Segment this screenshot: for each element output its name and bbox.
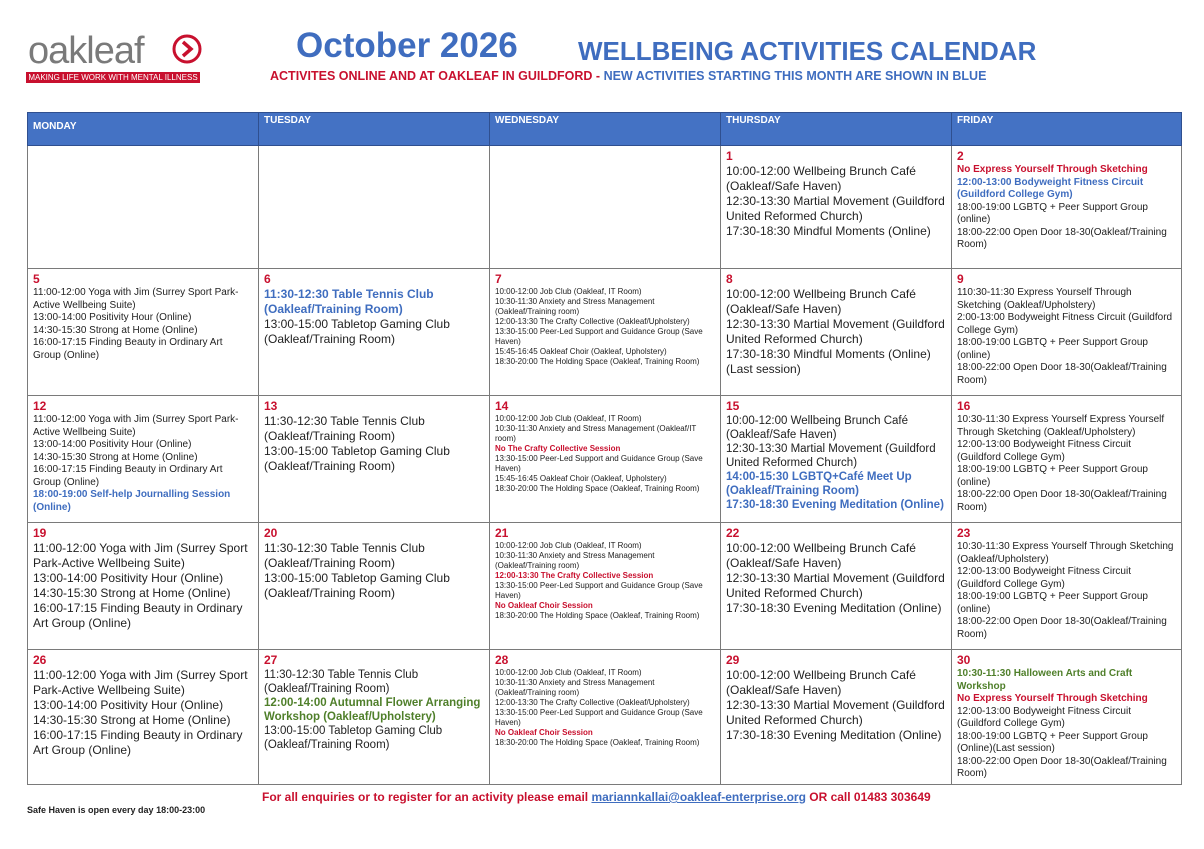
activity-entry: 18:00-19:00 LGBTQ + Peer Support Group (online)	[957, 591, 1148, 615]
activity-entry: 13:30-15:00 Peer-Led Support and Guidance Group (Save Haven)	[495, 454, 703, 473]
activity-entry: 10:00-12:00 Job Club (Oakleaf, IT Room)	[495, 414, 642, 423]
activity-entry: 13:00-14:00 Positivity Hour (Online)	[33, 312, 192, 323]
activity-entry: No Oakleaf Choir Session	[495, 728, 593, 737]
activity-entry: 17:30-18:30 Mindful Moments (Online)	[726, 224, 931, 238]
activity-entry: 13:30-15:00 Peer-Led Support and Guidance Group (Save Haven)	[495, 581, 703, 600]
day-number: 16	[957, 399, 971, 413]
activity-entry: 10:00-12:00 Wellbeing Brunch Café (Oakleaf/Safe Haven)	[726, 668, 916, 697]
oakleaf-logo	[26, 32, 202, 84]
day-cell	[721, 269, 952, 396]
day-number: 27	[264, 653, 278, 667]
calendar-month: October 2026	[296, 26, 518, 65]
day-cell	[490, 523, 721, 650]
safe-haven-note: Safe Haven is open every day 18:00-23:00	[27, 805, 206, 815]
activity-entry: 12:30-13:30 Martial Movement (Guildford United Reformed Church)	[726, 194, 945, 223]
day-cell	[259, 396, 490, 523]
activity-entry: 12:30-13:30 Martial Movement (Guildford United Reformed Church)	[726, 317, 945, 346]
day-cell	[28, 650, 259, 785]
day-cell	[259, 523, 490, 650]
activity-entry: 14:30-15:30 Strong at Home (Online)	[33, 324, 198, 336]
activity-entry: 18:30-20:00 The Holding Space (Oakleaf, Training Room)	[495, 357, 700, 366]
activity-entry: 10:30-11:30 Anxiety and Stress Management (Oakleaf/Training room)	[495, 678, 655, 697]
activity-entry: 10:30-11:30 Express Yourself Through Sketching (Oakleaf/Upholstery)	[957, 541, 1174, 565]
activity-entry: 13:00-14:00 Positivity Hour (Online)	[33, 439, 192, 450]
day-cell	[259, 146, 490, 269]
activity-entry: 13:00-15:00 Tabletop Gaming Club (Oakleaf/Training Room)	[264, 571, 450, 600]
activity-entry: 15:45-16:45 Oakleaf Choir (Oakleaf, Upholstery)	[495, 474, 667, 483]
day-number: 19	[33, 526, 47, 540]
activity-entry: 18:00-19:00 LGBTQ + Peer Support Group (online)	[957, 201, 1148, 225]
activity-entry: 10:00-12:00 Job Club (Oakleaf, IT Room)	[495, 287, 642, 296]
day-number: 1	[726, 149, 733, 163]
day-cell	[28, 523, 259, 650]
activity-entry: No Express Yourself Through Sketching	[957, 164, 1148, 175]
activity-entry: 18:00-19:00 LGBTQ + Peer Support Group (Online)(Last session)	[957, 730, 1148, 754]
day-cell	[490, 396, 721, 523]
activity-entry: 14:30-15:30 Strong at Home (Online)	[33, 713, 231, 727]
week-row	[28, 650, 1182, 785]
activity-entry: 11:30-12:30 Table Tennis Club (Oakleaf/Training Room)	[264, 541, 425, 570]
activity-entry: 17:30-18:30 Mindful Moments (Online)(Last session)	[726, 347, 931, 376]
logo-tagline: MAKING LIFE WORK WITH MENTAL ILLNESS	[26, 72, 200, 83]
day-cell	[721, 396, 952, 523]
activity-entry: 10:00-12:00 Wellbeing Brunch Café (Oakleaf/Safe Haven)	[726, 287, 916, 316]
activity-entry: 18:00-19:00 LGBTQ + Peer Support Group (online)	[957, 337, 1148, 361]
day-number: 13	[264, 399, 278, 413]
day-number: 6	[264, 272, 271, 286]
week-row	[28, 523, 1182, 650]
activity-entry: 17:30-18:30 Evening Meditation (Online)	[726, 601, 942, 615]
day-number: 28	[495, 653, 509, 667]
activity-entry: 110:30-11:30 Express Yourself Through Sketching (Oakleaf/Upholstery)	[957, 287, 1132, 311]
day-number: 15	[726, 399, 740, 413]
activity-entry: 2:00-13:00 Bodyweight Fitness Circuit (Guildford College Gym)	[957, 312, 1173, 336]
week-row	[28, 269, 1182, 396]
activity-entry: 10:30-11:30 Express Yourself Express Yourself Through Sketching (Oakleaf/Upholstery)	[957, 414, 1165, 438]
activity-entry: 12:30-13:30 Martial Movement (Guildford United Reformed Church)	[726, 571, 945, 600]
activity-entry: 18:30-20:00 The Holding Space (Oakleaf, Training Room)	[495, 611, 700, 620]
header-wednesday: WEDNESDAY	[490, 113, 721, 146]
activity-entry: No Express Yourself Through Sketching	[957, 693, 1148, 704]
day-cell	[490, 146, 721, 269]
activity-entry: 16:00-17:15 Finding Beauty in Ordinary Art Group (Online)	[33, 337, 223, 361]
activity-entry: 10:30-11:30 Halloween Arts and Craft Workshop	[957, 668, 1133, 692]
day-cell	[259, 650, 490, 785]
activity-entry: 12:30-13:30 Martial Movement (Guildford United Reformed Church)	[726, 698, 945, 727]
activity-entry: 14:00-15:30 LGBTQ+Café Meet Up (Oakleaf/Training Room)	[726, 471, 912, 497]
activity-entry: 10:00-12:00 Wellbeing Brunch Café (Oakleaf/Safe Haven)	[726, 541, 916, 570]
day-number: 22	[726, 526, 740, 540]
day-number: 21	[495, 526, 509, 540]
activity-entry: 12:00-13:30 The Crafty Collective (Oakleaf/Upholstery)	[495, 698, 690, 707]
chevron-right-icon	[172, 34, 202, 64]
activity-entry: 12:00-13:00 Bodyweight Fitness Circuit (Guildford College Gym)	[957, 439, 1131, 463]
activity-entry: No The Crafty Collective Session	[495, 444, 621, 453]
week-row	[28, 146, 1182, 269]
day-number: 26	[33, 653, 47, 667]
activity-entry: 10:30-11:30 Anxiety and Stress Management (Oakleaf/Training room)	[495, 297, 655, 316]
activity-entry: 17:30-18:30 Evening Meditation (Online)	[726, 728, 942, 742]
day-number: 5	[33, 272, 40, 286]
activity-entry: 15:45-16:45 Oakleaf Choir (Oakleaf, Upholstery)	[495, 347, 667, 356]
day-number: 2	[957, 149, 964, 163]
day-cell	[721, 523, 952, 650]
header-thursday: THURSDAY	[721, 113, 952, 146]
activity-entry: 13:00-14:00 Positivity Hour (Online)	[33, 698, 224, 712]
activity-entry: 17:30-18:30 Evening Meditation (Online)	[726, 499, 944, 511]
enquiry-suffix: OR call 01483 303649	[805, 790, 931, 804]
activity-entry: 16:00-17:15 Finding Beauty in Ordinary Art Group (Online)	[33, 464, 223, 488]
activity-entry: 11:00-12:00 Yoga with Jim (Surrey Sport Park-Active Wellbeing Suite)	[33, 541, 248, 570]
activity-entry: 18:00-22:00 Open Door 18-30(Oakleaf/Training Room)	[957, 755, 1167, 779]
day-cell	[952, 523, 1182, 650]
activity-entry: 11:00-12:00 Yoga with Jim (Surrey Sport Park-Active Wellbeing Suite)	[33, 414, 239, 438]
activity-entry: 14:30-15:30 Strong at Home (Online)	[33, 451, 198, 463]
day-cell	[490, 269, 721, 396]
day-number: 14	[495, 399, 509, 413]
activity-entry: 12:00-13:00 Bodyweight Fitness Circuit (Guildford College Gym)	[957, 705, 1131, 729]
activity-entry: 14:30-15:30 Strong at Home (Online)	[33, 586, 231, 600]
activity-entry: 11:00-12:00 Yoga with Jim (Surrey Sport Park-Active Wellbeing Suite)	[33, 668, 248, 697]
day-number: 12	[33, 399, 47, 413]
calendar-table	[27, 112, 1182, 785]
activity-entry: 13:00-15:00 Tabletop Gaming Club (Oakleaf/Training Room)	[264, 317, 450, 346]
subtitle-blue: NEW ACTIVITIES STARTING THIS MONTH ARE SHOWN IN BLUE	[603, 69, 987, 83]
activity-entry: 12:30-13:30 Martial Movement (Guildford United Reformed Church)	[726, 443, 936, 469]
activity-entry: 11:00-12:00 Yoga with Jim (Surrey Sport Park-Active Wellbeing Suite)	[33, 287, 239, 311]
activity-entry: 10:30-11:30 Anxiety and Stress Management (Oakleaf/IT room)	[495, 424, 697, 443]
day-cell	[721, 650, 952, 785]
activity-entry: No Oakleaf Choir Session	[495, 601, 593, 610]
activity-entry: 18:00-22:00 Open Door 18-30(Oakleaf/Training Room)	[957, 616, 1167, 640]
activity-entry: 12:00-14:00 Autumnal Flower Arranging Workshop (Oakleaf/Upholstery)	[264, 697, 481, 723]
subtitle-red: ACTIVITES ONLINE AND AT OAKLEAF IN GUILDFORD -	[270, 69, 604, 83]
activity-entry: 13:30-15:00 Peer-Led Support and Guidance Group (Save Haven)	[495, 327, 703, 346]
activity-entry: 18:00-22:00 Open Door 18-30(Oakleaf/Training Room)	[957, 489, 1167, 513]
header-tuesday: TUESDAY	[259, 113, 490, 146]
day-number: 23	[957, 526, 971, 540]
activity-entry: 11:30-12:30 Table Tennis Club (Oakleaf/Training Room)	[264, 669, 419, 695]
activity-entry: 10:00-12:00 Job Club (Oakleaf, IT Room)	[495, 668, 642, 677]
header-friday: FRIDAY	[952, 113, 1182, 146]
activity-entry: 12:00-13:00 Bodyweight Fitness Circuit (Guildford College Gym)	[957, 566, 1131, 590]
day-cell	[952, 650, 1182, 785]
day-number: 8	[726, 272, 733, 286]
day-cell	[28, 146, 259, 269]
day-number: 9	[957, 272, 964, 286]
email-link[interactable]: mariannkallai@oakleaf-enterprise.org	[591, 790, 806, 804]
activity-entry: 13:30-15:00 Peer-Led Support and Guidance Group (Save Haven)	[495, 708, 703, 727]
activity-entry: 12:00-13:00 Bodyweight Fitness Circuit (Guildford College Gym)	[957, 176, 1144, 200]
enquiry-line	[262, 790, 931, 804]
activity-entry: 16:00-17:15 Finding Beauty in Ordinary Art Group (Online)	[33, 728, 243, 757]
day-cell	[28, 269, 259, 396]
calendar-subtitle	[270, 69, 986, 83]
activity-entry: 10:00-12:00 Job Club (Oakleaf, IT Room)	[495, 541, 642, 550]
week-row	[28, 396, 1182, 523]
activity-entry: 18:00-22:00 Open Door 18-30(Oakleaf/Training Room)	[957, 226, 1167, 250]
day-cell	[259, 269, 490, 396]
activity-entry: 11:30-12:30 Table Tennis Club (Oakleaf/Training Room)	[264, 414, 425, 443]
header-monday: MONDAY	[28, 113, 259, 146]
day-number: 7	[495, 272, 502, 286]
day-cell	[721, 146, 952, 269]
calendar-title: WELLBEING ACTIVITIES CALENDAR	[578, 36, 1037, 66]
activity-entry: 18:00-22:00 Open Door 18-30(Oakleaf/Training Room)	[957, 362, 1167, 386]
enquiry-prefix: For all enquiries or to register for an activity please email	[262, 790, 592, 804]
day-number: 29	[726, 653, 740, 667]
activity-entry: 18:30-20:00 The Holding Space (Oakleaf, Training Room)	[495, 484, 700, 493]
activity-entry: 12:00-13:30 The Crafty Collective (Oakleaf/Upholstery)	[495, 317, 690, 326]
activity-entry: 18:30-20:00 The Holding Space (Oakleaf, Training Room)	[495, 738, 700, 747]
activity-entry: 18:00-19:00 LGBTQ + Peer Support Group (online)	[957, 464, 1148, 488]
activity-entry: 13:00-15:00 Tabletop Gaming Club (Oakleaf/Training Room)	[264, 725, 443, 751]
activity-entry: 11:30-12:30 Table Tennis Club (Oakleaf/Training Room)	[264, 287, 434, 316]
activity-entry: 13:00-14:00 Positivity Hour (Online)	[33, 571, 224, 585]
activity-entry: 18:00-19:00 Self-help Journalling Session (Online)	[33, 489, 231, 513]
activity-entry: 10:30-11:30 Anxiety and Stress Management (Oakleaf/Training room)	[495, 551, 655, 570]
activity-entry: 12:00-13:30 The Crafty Collective Session	[495, 571, 654, 580]
activity-entry: 10:00-12:00 Wellbeing Brunch Café (Oakleaf/Safe Haven)	[726, 164, 916, 193]
activity-entry: 13:00-15:00 Tabletop Gaming Club (Oakleaf/Training Room)	[264, 444, 450, 473]
activity-entry: 16:00-17:15 Finding Beauty in Ordinary Art Group (Online)	[33, 601, 243, 630]
day-cell	[952, 269, 1182, 396]
day-number: 30	[957, 653, 971, 667]
activity-entry: 10:00-12:00 Wellbeing Brunch Café (Oakleaf/Safe Haven)	[726, 415, 908, 441]
day-cell	[952, 146, 1182, 269]
day-number: 20	[264, 526, 278, 540]
logo-word: oakleaf	[28, 30, 144, 72]
weekday-header-row	[28, 113, 1182, 146]
day-cell	[952, 396, 1182, 523]
day-cell	[490, 650, 721, 785]
day-cell	[28, 396, 259, 523]
